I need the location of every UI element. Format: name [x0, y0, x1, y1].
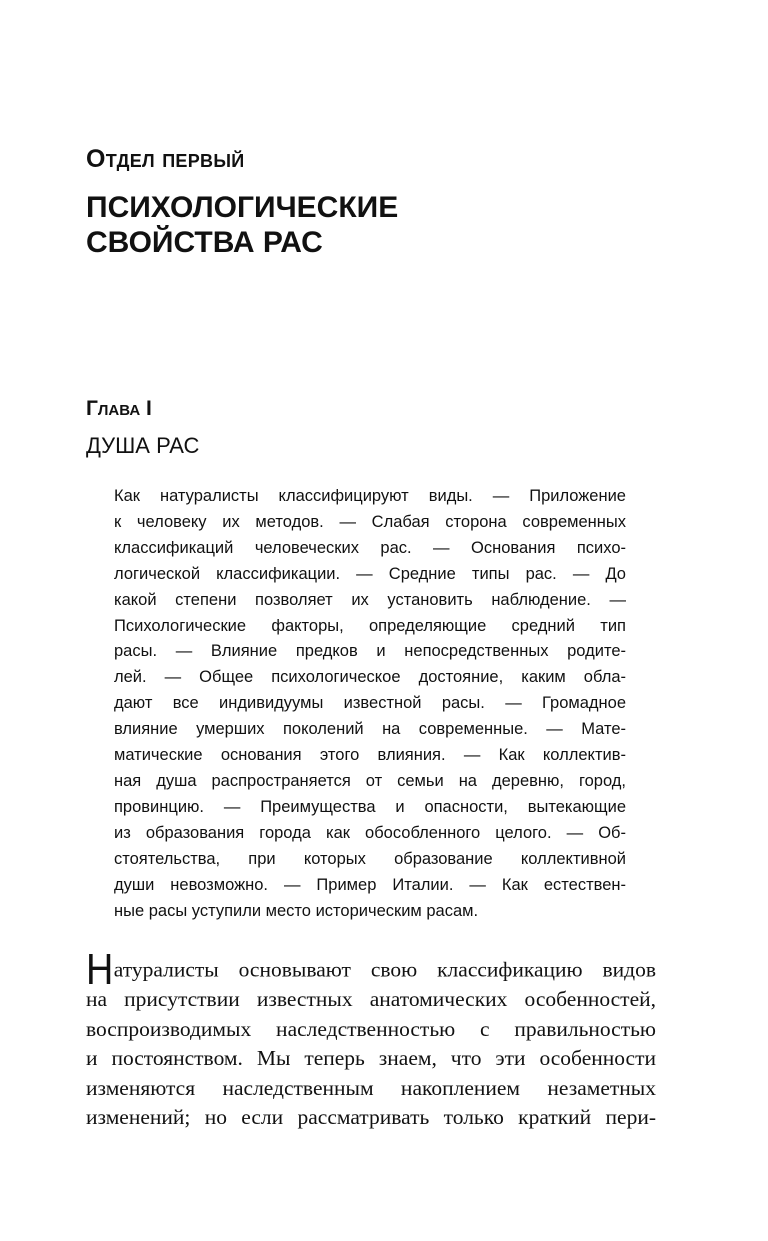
body-line: изменяются наследственным накоплением незаметных: [86, 1075, 656, 1100]
drop-cap: Н: [86, 945, 114, 994]
summary-line: из образования города как обособленного целого. — Об-: [114, 823, 626, 842]
summary-line: души невозможно. — Пример Италии. — Как естествен-: [114, 875, 626, 894]
part-title-line: СВОЙСТВА РАС: [86, 226, 323, 259]
summary-line: логической классификации. — Средние типы рас. — До: [114, 564, 626, 583]
body-line: изменений; но если рассматривать только краткий пери-: [86, 1105, 656, 1130]
summary-line: Психологические факторы, определяющие средний тип: [114, 616, 626, 635]
summary-line: расы. — Влияние предков и непосредственных родите-: [114, 642, 626, 661]
summary-line: к человеку их методов. — Слабая сторона современных: [114, 512, 626, 531]
body-line: и постоянством. Мы теперь знаем, что эти особенности: [86, 1046, 656, 1071]
chapter-label: Глава I: [86, 397, 152, 420]
summary-line: дают все индивидуумы известной расы. — Громадное: [114, 694, 626, 713]
summary-line: матические основания этого влияния. — Как коллектив-: [114, 746, 626, 765]
body-line-first-rest: атуралисты основывают свою классификацию видов: [113, 957, 656, 982]
body-text: [86, 945, 656, 1133]
part-title: [86, 190, 686, 260]
body-line: на присутствии известных анатомических особенностей,: [86, 987, 656, 1011]
summary-line: провинцию. — Преимущества и опасности, вытекающие: [114, 797, 626, 816]
body-line-first: [86, 945, 656, 994]
summary-line: лей. — Общее психологическое достояние, каким обла-: [114, 668, 626, 687]
summary-line: какой степени позволяет их установить наблюдение. —: [114, 590, 626, 609]
body-line: воспроизводимых наследственностью с правильностью: [86, 1016, 656, 1041]
summary-line: влияние умерших поколений на современные. — Мате-: [114, 720, 626, 739]
summary-line: ная душа распространяется от семьи на деревню, город,: [114, 771, 626, 790]
summary-line: ные расы уступили место историческим расам.: [114, 901, 479, 920]
chapter-title: ДУША РАС: [86, 433, 200, 458]
part-label: Отдел первый: [86, 145, 245, 173]
chapter-summary: [114, 484, 626, 924]
summary-line: стоятельства, при которых образование коллективной: [114, 849, 626, 868]
summary-line: классификаций человеческих рас. — Основания психо-: [114, 538, 626, 557]
part-title-line: ПСИХОЛОГИЧЕСКИЕ: [86, 191, 399, 224]
summary-line: Как натуралисты классифицируют виды. — Приложение: [114, 487, 626, 505]
